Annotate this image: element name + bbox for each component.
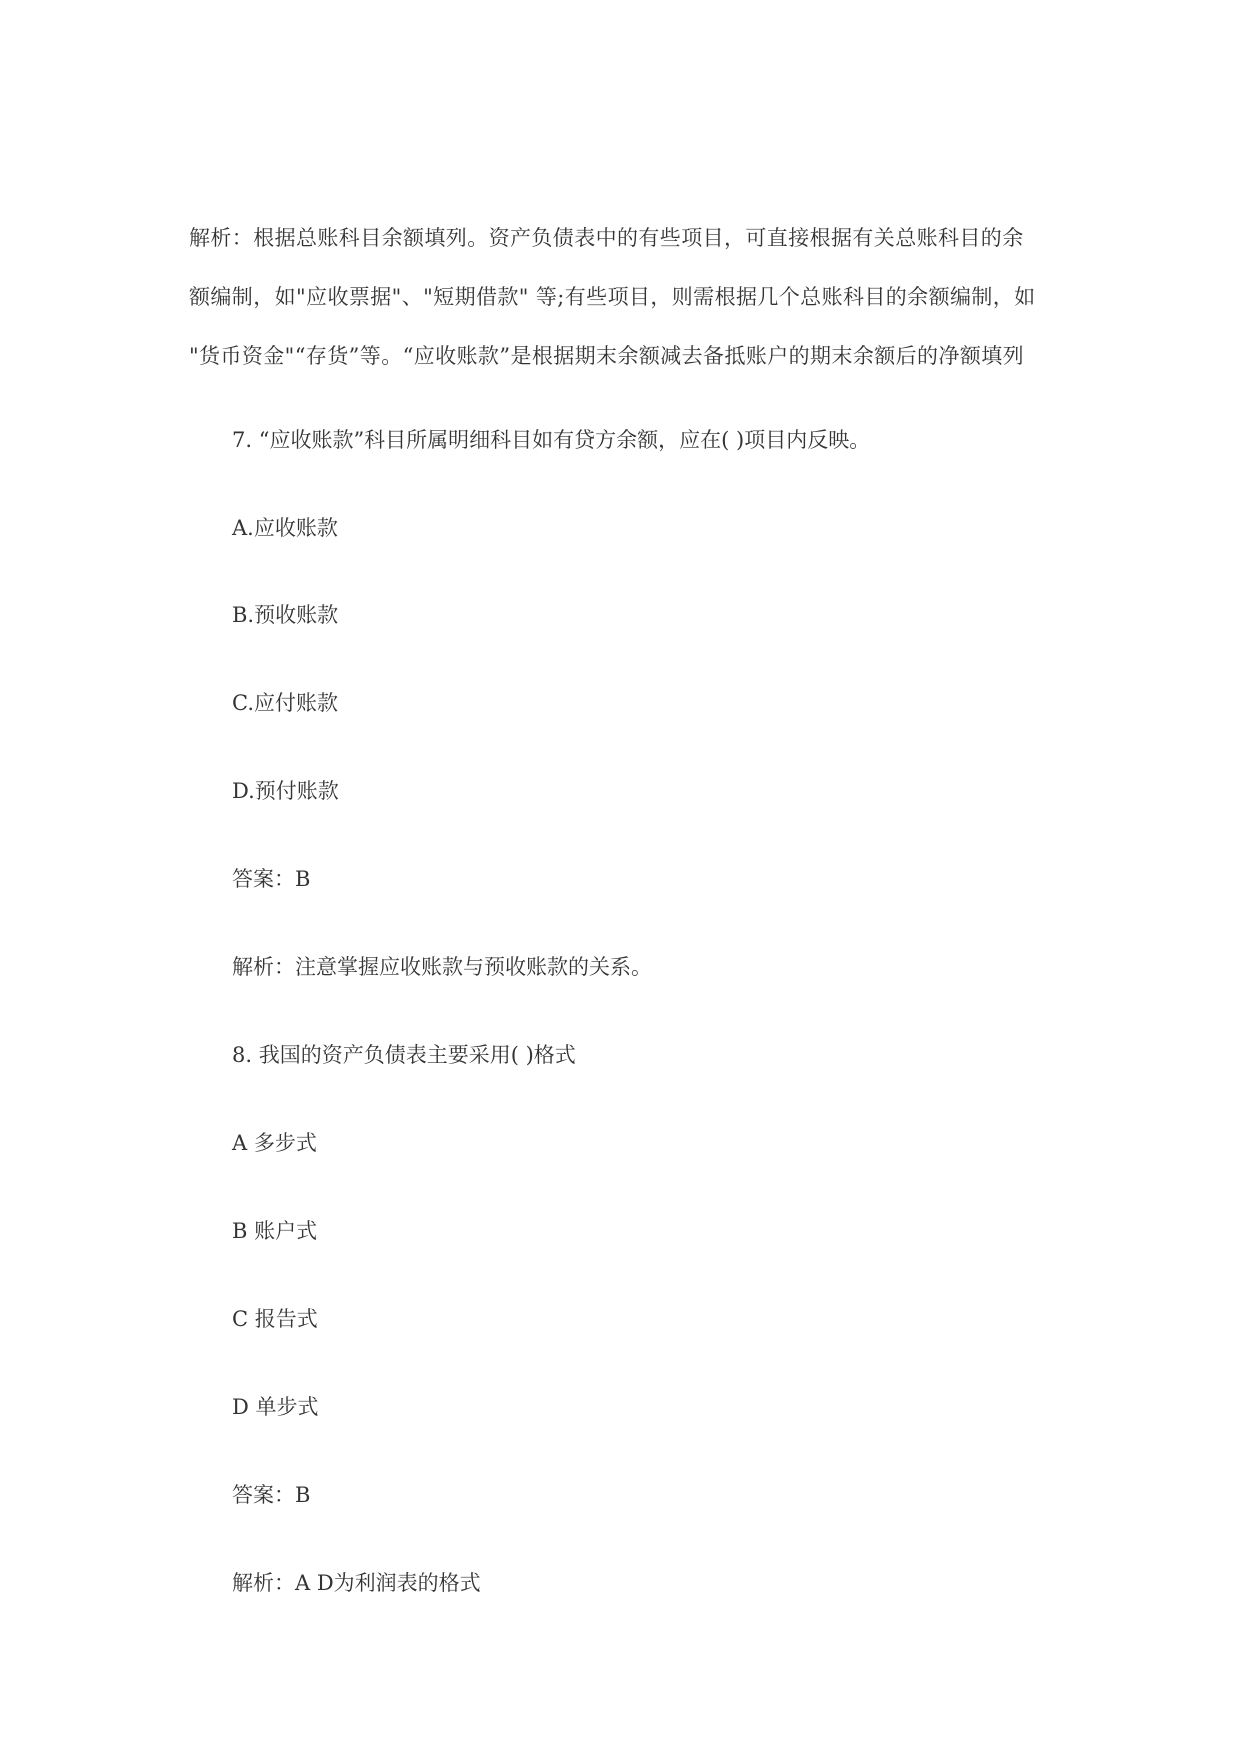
q8-option-c: C 报告式 xyxy=(232,1307,318,1331)
q7-option-a: A.应收账款 xyxy=(232,516,338,540)
paragraph-line-3: "货币资金"“存货”等。“应收账款”是根据期末余额减去备抵账户的期末余额后的净额填列 xyxy=(189,344,1025,368)
q7-option-d: D.预付账款 xyxy=(232,779,339,803)
q8-option-a: A 多步式 xyxy=(232,1131,317,1155)
q8-answer: 答案：B xyxy=(232,1483,311,1507)
paragraph-line-2: 额编制，如"应收票据"、"短期借款" 等;有些项目，则需根据几个总账科目的余额编制，如 xyxy=(189,285,1036,309)
paragraph-line-1: 解析：根据总账科目余额填列。资产负债表中的有些项目，可直接根据有关总账科目的余 xyxy=(189,226,1024,250)
q8-analysis: 解析：A D为利润表的格式 xyxy=(232,1571,481,1595)
q7-option-b: B.预收账款 xyxy=(232,603,339,627)
q7-option-c: C.应付账款 xyxy=(232,691,338,715)
analysis-paragraph xyxy=(189,209,1069,386)
question-8: 8. 我国的资产负债表主要采用( )格式 xyxy=(232,1043,576,1067)
q7-analysis: 解析：注意掌握应收账款与预收账款的关系。 xyxy=(232,955,652,979)
question-7: 7. “应收账款”科目所属明细科目如有贷方余额，应在( )项目内反映。 xyxy=(232,428,871,452)
q7-answer: 答案：B xyxy=(232,867,311,891)
q8-option-b: B 账户式 xyxy=(232,1219,318,1243)
q8-option-d: D 单步式 xyxy=(232,1395,319,1419)
